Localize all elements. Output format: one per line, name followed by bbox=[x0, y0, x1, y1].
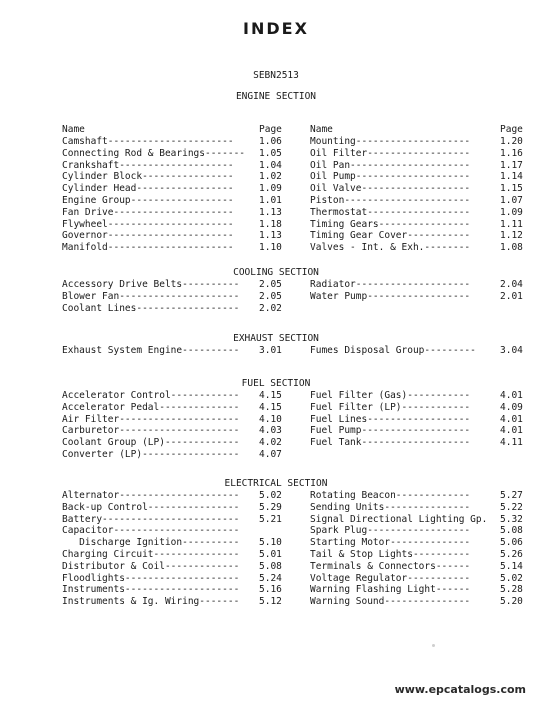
electrical-left-page: 5.12 bbox=[259, 596, 282, 607]
engine-right-entry: Timing Gears---------------- bbox=[310, 219, 471, 230]
engine-right-entry: Piston---------------------- bbox=[310, 195, 471, 206]
fuel-right-page: 4.09 bbox=[500, 402, 523, 413]
engine-left-page: 1.18 bbox=[259, 219, 282, 230]
fuel-left-entry: Coolant Group (LP)------------- bbox=[62, 437, 240, 448]
cooling-section-heading: COOLING SECTION bbox=[233, 267, 319, 278]
engine-left-entry: Connecting Rod & Bearings------- bbox=[62, 148, 246, 159]
fuel-right-page: 4.11 bbox=[500, 437, 523, 448]
engine-right-entry: Oil Pump-------------------- bbox=[310, 171, 471, 182]
engine-right-entry: Oil Pan--------------------- bbox=[310, 160, 471, 171]
cooling-left-entry: Coolant Lines------------------ bbox=[62, 303, 240, 314]
fuel-left-page: 4.15 bbox=[259, 390, 282, 401]
fuel-right-entry: Fuel Pump------------------- bbox=[310, 425, 471, 436]
electrical-left-page: 5.10 bbox=[259, 537, 282, 548]
engine-left-page: 1.13 bbox=[259, 207, 282, 218]
electrical-right-page: 5.02 bbox=[500, 573, 523, 584]
engine-left-page: 1.04 bbox=[259, 160, 282, 171]
electrical-right-page: 5.26 bbox=[500, 549, 523, 560]
electrical-right-entry: Warning Sound--------------- bbox=[310, 596, 471, 607]
engine-right-page: 1.09 bbox=[500, 207, 523, 218]
engine-left-page: 1.05 bbox=[259, 148, 282, 159]
exhaust-left-entry: Exhaust System Engine---------- bbox=[62, 345, 240, 356]
electrical-right-entry: Tail & Stop Lights---------- bbox=[310, 549, 471, 560]
fuel-right-page: 4.01 bbox=[500, 425, 523, 436]
scan-speck bbox=[432, 644, 435, 647]
fuel-left-entry: Accelerator Pedal-------------- bbox=[62, 402, 240, 413]
engine-left-page: 1.02 bbox=[259, 171, 282, 182]
exhaust-left-page: 3.01 bbox=[259, 345, 282, 356]
engine-right-page: 1.12 bbox=[500, 230, 523, 241]
fuel-left-page: 4.03 bbox=[259, 425, 282, 436]
cooling-left-page: 2.05 bbox=[259, 291, 282, 302]
electrical-right-page: 5.32 bbox=[500, 514, 523, 525]
engine-left-page-label: Page bbox=[259, 124, 282, 135]
cooling-right-entry: Water Pump------------------ bbox=[310, 291, 471, 302]
electrical-left-page: 5.21 bbox=[259, 514, 282, 525]
fuel-right-page: 4.01 bbox=[500, 414, 523, 425]
electrical-right-page: 5.22 bbox=[500, 502, 523, 513]
engine-right-entry: Mounting-------------------- bbox=[310, 136, 471, 147]
electrical-right-entry: Voltage Regulator----------- bbox=[310, 573, 471, 584]
watermark: www.epcatalogs.com bbox=[394, 683, 526, 696]
cooling-right-page: 2.01 bbox=[500, 291, 523, 302]
fuel-left-entry: Air Filter--------------------- bbox=[62, 414, 240, 425]
electrical-left-entry: Battery------------------------ bbox=[62, 514, 240, 525]
engine-left-page: 1.13 bbox=[259, 230, 282, 241]
engine-left-entry: Governor---------------------- bbox=[62, 230, 234, 241]
electrical-right-entry: Sending Units--------------- bbox=[310, 502, 471, 513]
electrical-right-entry: Spark Plug------------------ bbox=[310, 525, 471, 536]
engine-right-page: 1.16 bbox=[500, 148, 523, 159]
engine-left-entry: Crankshaft-------------------- bbox=[62, 160, 234, 171]
engine-right-entry: Valves - Int. & Exh.-------- bbox=[310, 242, 471, 253]
exhaust-section-heading: EXHAUST SECTION bbox=[233, 333, 319, 344]
fuel-left-entry: Converter (LP)----------------- bbox=[62, 449, 240, 460]
cooling-left-page: 2.02 bbox=[259, 303, 282, 314]
fuel-right-entry: Fuel Lines------------------ bbox=[310, 414, 471, 425]
engine-right-entry: Oil Filter------------------ bbox=[310, 148, 471, 159]
electrical-left-page: 5.08 bbox=[259, 561, 282, 572]
engine-left-entry: Cylinder Head----------------- bbox=[62, 183, 234, 194]
engine-left-entry: Flywheel---------------------- bbox=[62, 219, 234, 230]
electrical-left-entry: Instruments & Ig. Wiring------- bbox=[62, 596, 240, 607]
electrical-right-page: 5.20 bbox=[500, 596, 523, 607]
engine-right-page: 1.15 bbox=[500, 183, 523, 194]
engine-left-entry: Manifold---------------------- bbox=[62, 242, 234, 253]
fuel-left-page: 4.10 bbox=[259, 414, 282, 425]
engine-left-entry: Cylinder Block---------------- bbox=[62, 171, 234, 182]
engine-right-entry: Oil Valve------------------- bbox=[310, 183, 471, 194]
engine-left-page: 1.10 bbox=[259, 242, 282, 253]
electrical-left-page: 5.24 bbox=[259, 573, 282, 584]
exhaust-right-entry: Fumes Disposal Group--------- bbox=[310, 345, 476, 356]
fuel-left-page: 4.15 bbox=[259, 402, 282, 413]
fuel-left-entry: Carburetor--------------------- bbox=[62, 425, 240, 436]
engine-left-page: 1.01 bbox=[259, 195, 282, 206]
fuel-right-entry: Fuel Tank------------------- bbox=[310, 437, 471, 448]
electrical-left-entry: Distributor & Coil------------- bbox=[62, 561, 240, 572]
document-number: SEBN2513 bbox=[253, 70, 299, 81]
fuel-left-page: 4.07 bbox=[259, 449, 282, 460]
page-title: INDEX bbox=[243, 19, 309, 38]
electrical-left-entry: Capacitor---------------------- bbox=[62, 525, 240, 536]
cooling-left-entry: Accessory Drive Belts---------- bbox=[62, 279, 240, 290]
engine-right-page: 1.17 bbox=[500, 160, 523, 171]
electrical-right-entry: Signal Directional Lighting Gp. bbox=[310, 514, 488, 525]
electrical-right-entry: Starting Motor-------------- bbox=[310, 537, 471, 548]
cooling-right-page: 2.04 bbox=[500, 279, 523, 290]
engine-left-page: 1.06 bbox=[259, 136, 282, 147]
engine-section-heading: ENGINE SECTION bbox=[235, 91, 317, 102]
fuel-right-entry: Fuel Filter (Gas)----------- bbox=[310, 390, 471, 401]
engine-right-page-label: Page bbox=[500, 124, 523, 135]
engine-left-page: 1.09 bbox=[259, 183, 282, 194]
fuel-right-page: 4.01 bbox=[500, 390, 523, 401]
electrical-right-page: 5.28 bbox=[500, 584, 523, 595]
electrical-left-entry: Floodlights-------------------- bbox=[62, 573, 240, 584]
electrical-right-page: 5.27 bbox=[500, 490, 523, 501]
electrical-left-page: 5.29 bbox=[259, 502, 282, 513]
engine-right-page: 1.11 bbox=[500, 219, 523, 230]
electrical-right-entry: Terminals & Connectors------ bbox=[310, 561, 471, 572]
electrical-right-entry: Rotating Beacon------------- bbox=[310, 490, 471, 501]
cooling-left-entry: Blower Fan--------------------- bbox=[62, 291, 240, 302]
engine-right-name-label: Name bbox=[310, 124, 333, 135]
electrical-left-page: 5.01 bbox=[259, 549, 282, 560]
fuel-left-entry: Accelerator Control------------ bbox=[62, 390, 240, 401]
exhaust-right-page: 3.04 bbox=[500, 345, 523, 356]
fuel-left-page: 4.02 bbox=[259, 437, 282, 448]
electrical-left-page: 5.16 bbox=[259, 584, 282, 595]
engine-left-entry: Engine Group------------------ bbox=[62, 195, 234, 206]
cooling-right-entry: Radiator-------------------- bbox=[310, 279, 471, 290]
electrical-right-page: 5.08 bbox=[500, 525, 523, 536]
fuel-right-entry: Fuel Filter (LP)------------ bbox=[310, 402, 471, 413]
engine-right-entry: Thermostat------------------ bbox=[310, 207, 471, 218]
electrical-left-page: 5.02 bbox=[259, 490, 282, 501]
engine-right-page: 1.20 bbox=[500, 136, 523, 147]
electrical-right-page: 5.14 bbox=[500, 561, 523, 572]
electrical-section-heading: ELECTRICAL SECTION bbox=[224, 478, 328, 489]
electrical-right-entry: Warning Flashing Light------ bbox=[310, 584, 471, 595]
electrical-left-entry: Discharge Ignition---------- bbox=[62, 537, 240, 548]
electrical-left-entry: Charging Circuit--------------- bbox=[62, 549, 240, 560]
electrical-left-entry: Alternator--------------------- bbox=[62, 490, 240, 501]
fuel-section-heading: FUEL SECTION bbox=[241, 378, 311, 389]
engine-right-entry: Timing Gear Cover----------- bbox=[310, 230, 471, 241]
electrical-left-entry: Back-up Control---------------- bbox=[62, 502, 240, 513]
engine-left-entry: Camshaft---------------------- bbox=[62, 136, 234, 147]
engine-right-page: 1.07 bbox=[500, 195, 523, 206]
engine-right-page: 1.08 bbox=[500, 242, 523, 253]
engine-left-entry: Fan Drive--------------------- bbox=[62, 207, 234, 218]
electrical-left-entry: Instruments-------------------- bbox=[62, 584, 240, 595]
electrical-right-page: 5.06 bbox=[500, 537, 523, 548]
engine-right-page: 1.14 bbox=[500, 171, 523, 182]
cooling-left-page: 2.05 bbox=[259, 279, 282, 290]
engine-left-name-label: Name bbox=[62, 124, 85, 135]
